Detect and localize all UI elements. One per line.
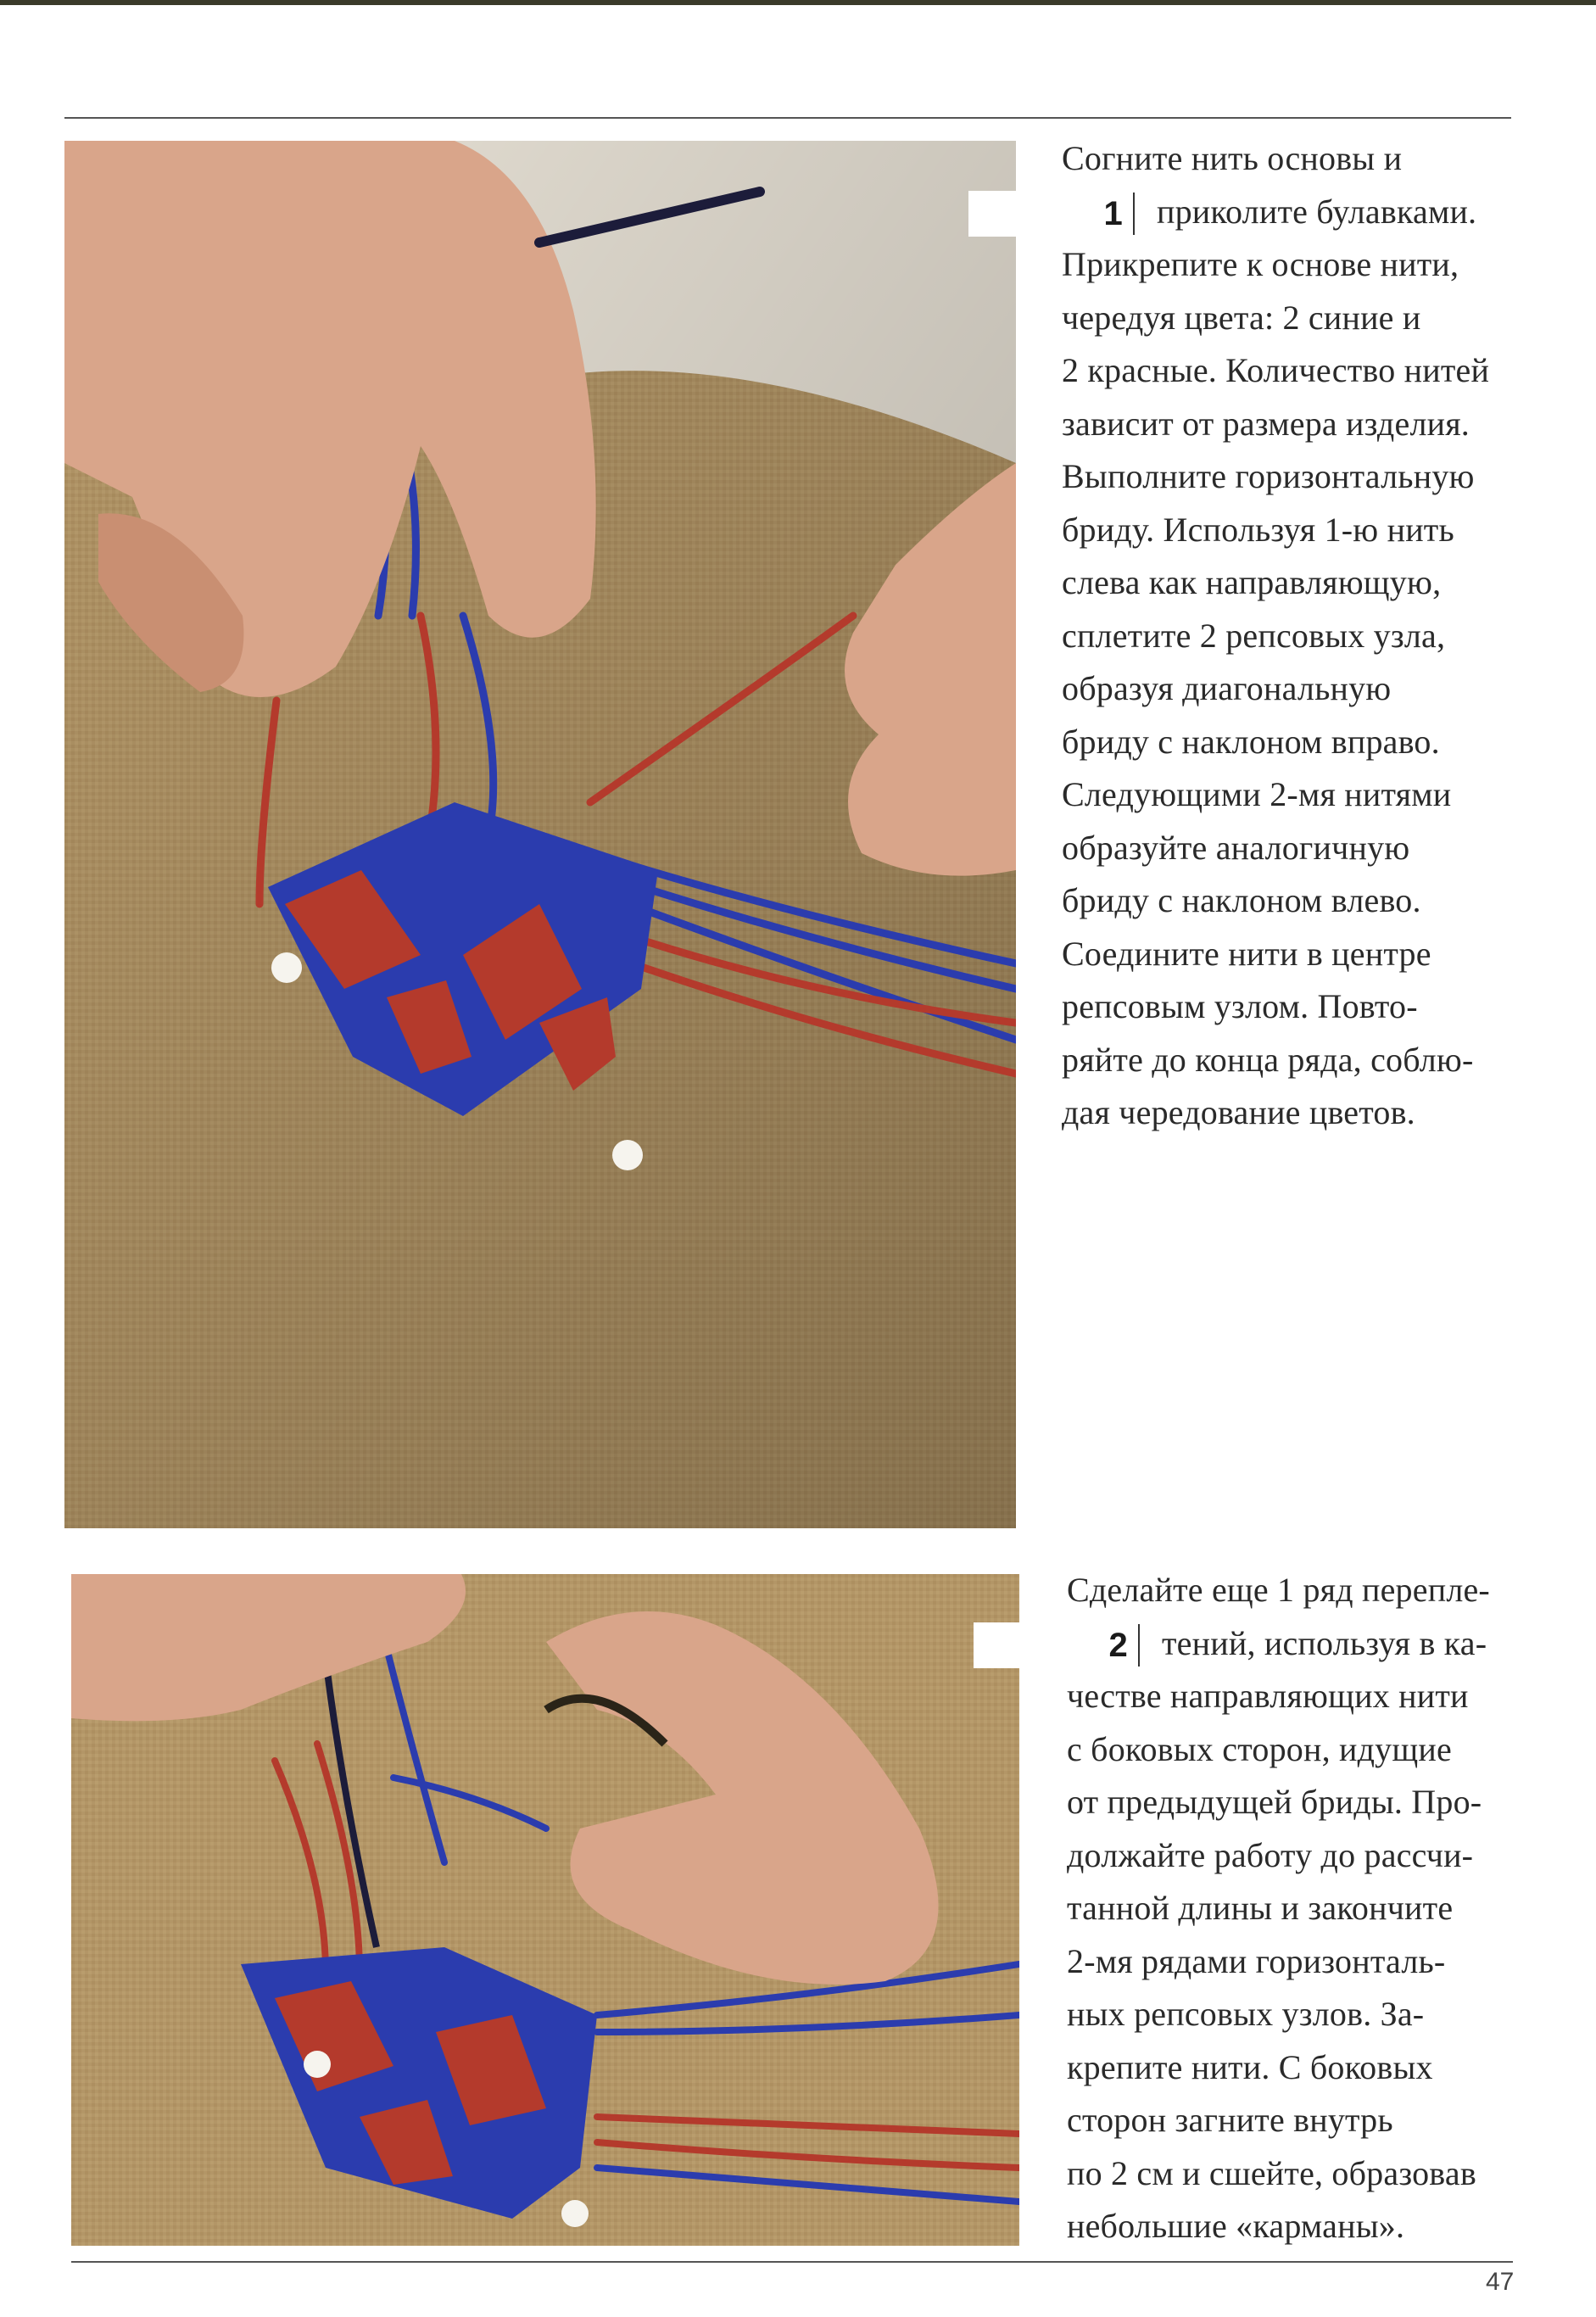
top-edge-strip	[0, 0, 1596, 5]
step-1-number: 1	[1103, 194, 1123, 232]
step-2-line: должайте работу до рассчи-	[1067, 1835, 1474, 1874]
step-2-badge-divider	[1138, 1624, 1140, 1667]
bottom-rule	[71, 2261, 1513, 2263]
step-2-photo	[71, 1574, 1019, 2246]
step-2-number-row	[1067, 1617, 1490, 1671]
step-1-line: бриду. Используя 1-ю нить	[1062, 510, 1454, 549]
step-2-number: 2	[1108, 1626, 1128, 1664]
step-1-line: Прикрепите к основе нити,	[1062, 245, 1459, 283]
step-1-number-row	[1062, 186, 1489, 239]
step-2-badge	[974, 1622, 1152, 1668]
step-1-line: образуйте аналогичную	[1062, 828, 1410, 867]
step-1-line: бриду с наклоном вправо.	[1062, 722, 1440, 761]
step-2-line: небольшие «карманы».	[1067, 2207, 1405, 2245]
top-rule	[64, 117, 1511, 119]
step-1-line: зависит от размера изделия.	[1062, 404, 1470, 443]
step-1-line: Следующими 2-мя нитями	[1062, 775, 1452, 813]
step-1-line: Соедините нити в центре	[1062, 934, 1431, 973]
step-2-line: честве направляющих нити	[1067, 1677, 1469, 1715]
step-1-line: ряйте до конца ряда, соблю-	[1062, 1040, 1474, 1079]
step-1-line: чередуя цвета: 2 синие и	[1062, 298, 1421, 337]
step-1-line: образуя диагональную	[1062, 669, 1392, 707]
step-2-line: сторон загните внутрь	[1067, 2101, 1393, 2139]
step-2-line: по 2 см и сшейте, образовав	[1067, 2153, 1476, 2192]
step-1-line: репсовым узлом. Повто-	[1062, 987, 1418, 1025]
step-1-line: Выполните горизонтальную	[1062, 457, 1475, 495]
step-1-line: слева как направляющую,	[1062, 563, 1442, 601]
step-1-photo	[64, 141, 1016, 1528]
step-1-badge-divider	[1133, 193, 1135, 235]
step-1-line: Согните нить основы и	[1062, 139, 1403, 177]
step-2-line: с боковых сторон, идущие	[1067, 1729, 1452, 1768]
step-1-line: сплетите 2 репсовых узла,	[1062, 616, 1446, 655]
step-1-line: приколите булавками.	[1157, 192, 1477, 231]
step-2-line: танной длины и закончите	[1067, 1889, 1454, 1927]
step-2-line: ных репсовых узлов. За-	[1067, 1995, 1425, 2033]
step-1-badge	[968, 191, 1147, 237]
step-1-line: 2 красные. Количество нитей	[1062, 351, 1490, 389]
step-2-line: крепите нити. С боковых	[1067, 2047, 1433, 2086]
step-1-line: бриду с наклоном влево.	[1062, 881, 1421, 919]
step-2-line: тений, используя в ка-	[1162, 1623, 1487, 1662]
step-1-text	[1062, 132, 1489, 1140]
step-2-line: 2-мя рядами горизонталь-	[1067, 1941, 1446, 1980]
step-2-line: Сделайте еще 1 ряд перепле-	[1067, 1571, 1490, 1609]
page-number: 47	[1486, 2268, 1515, 2296]
step-1-line: дая чередование цветов.	[1062, 1093, 1415, 1131]
step-2-line: от предыдущей бриды. Про-	[1067, 1783, 1482, 1821]
step-2-text	[1067, 1564, 1490, 2253]
